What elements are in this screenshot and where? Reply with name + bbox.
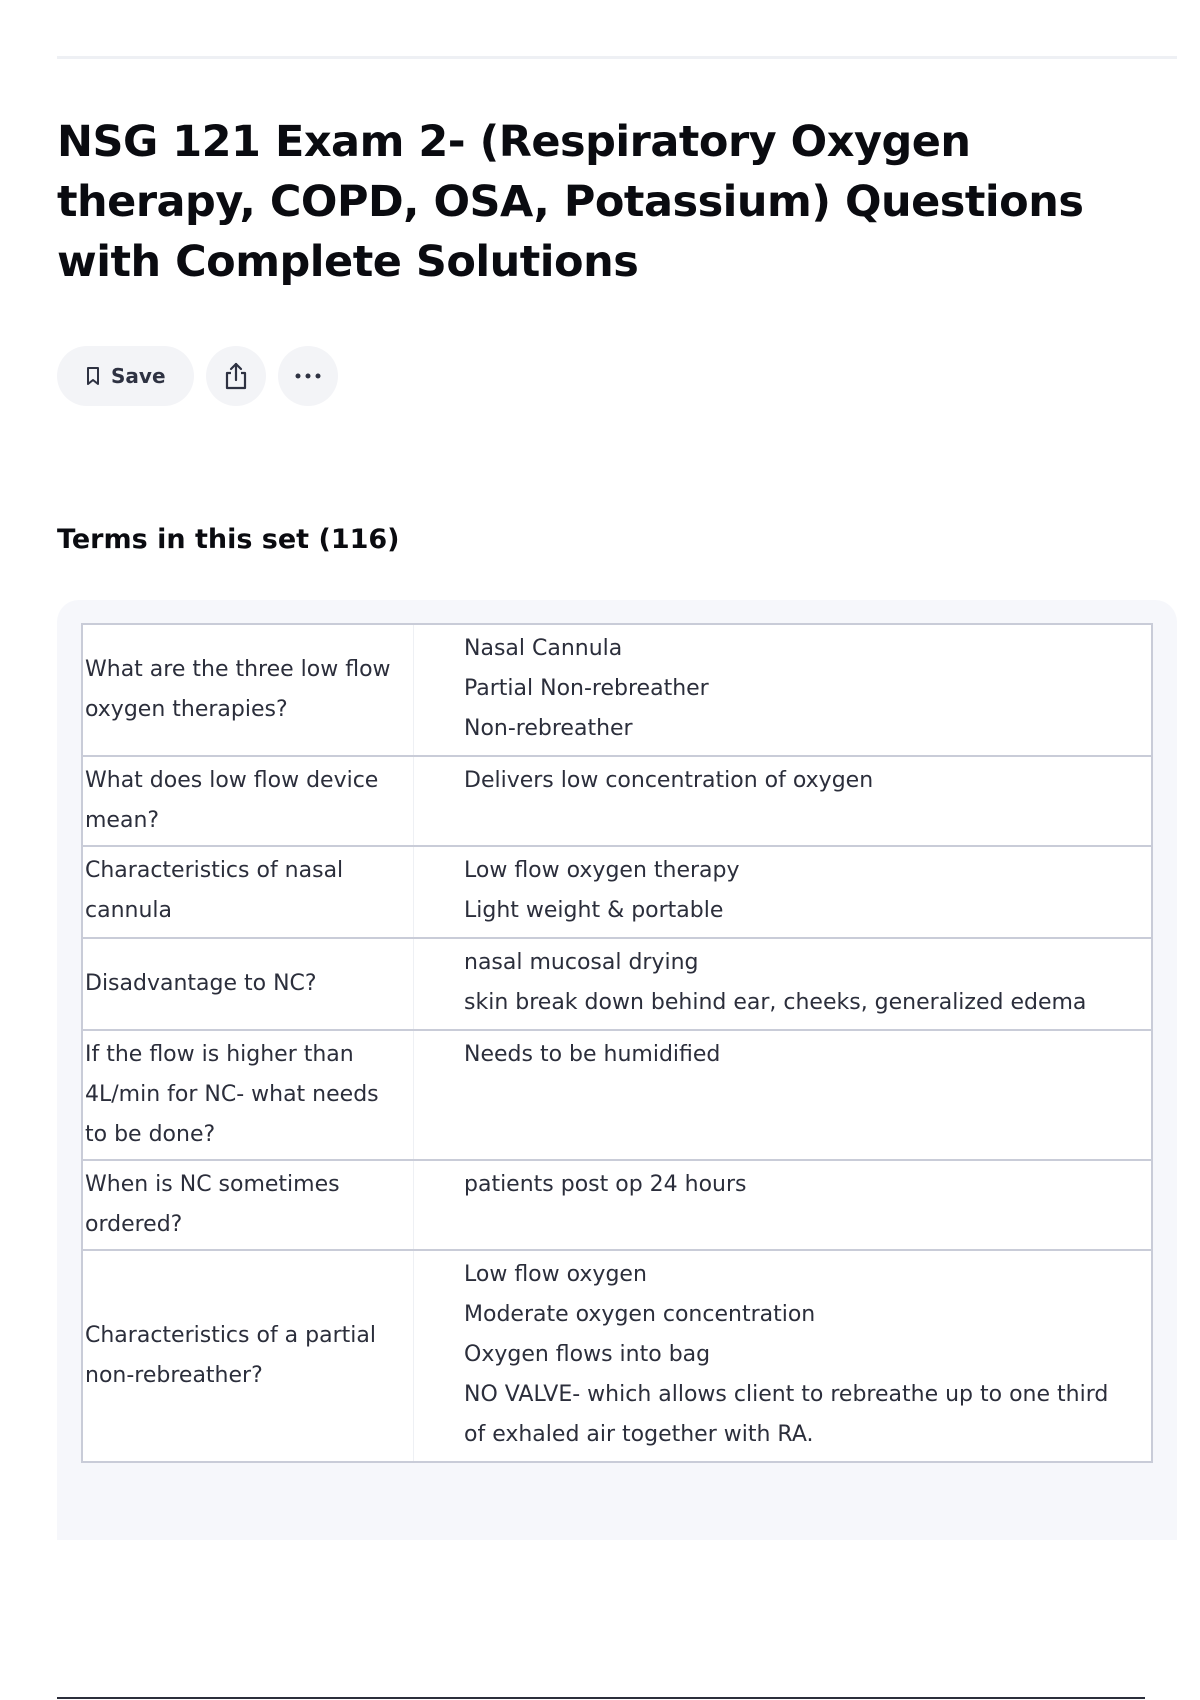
definition-line: Partial Non-rebreather [464,676,709,701]
more-icon [293,372,323,380]
term-cell: What does low flow device mean? [82,756,414,846]
more-options-button[interactable] [278,346,338,406]
term-cell: If the flow is higher than 4L/min for NC- what needs to be done? [82,1030,414,1160]
table-row [82,846,1152,938]
definition-line: NO VALVE- which allows client to rebreathe up to one third of exhaled air together with RA. [464,1382,1109,1447]
bottom-divider [57,1697,1145,1699]
table-row [82,756,1152,846]
definition-line: nasal mucosal drying [464,950,699,975]
definition-line: skin break down behind ear, cheeks, generalized edema [464,990,1087,1015]
term-cell: Disadvantage to NC? [82,938,414,1030]
definition-cell [414,846,1153,938]
definition-line: Needs to be humidified [464,1042,721,1067]
definition-line: Delivers low concentration of oxygen [464,768,874,793]
definition-line: Light weight & portable [464,898,724,923]
definition-line: Non-rebreather [464,716,633,741]
definition-line: Oxygen flows into bag [464,1342,711,1367]
share-button[interactable] [206,346,266,406]
definition-cell [414,938,1153,1030]
definition-cell [414,1160,1153,1250]
table-row [82,1030,1152,1160]
definition-cell [414,1250,1153,1462]
bookmark-icon [85,366,101,386]
term-cell: Characteristics of nasal cannula [82,846,414,938]
definition-cell [414,624,1153,756]
definition-line: Low flow oxygen [464,1262,647,1287]
term-cell: What are the three low flow oxygen therapies? [82,624,414,756]
term-cell: When is NC sometimes ordered? [82,1160,414,1250]
top-divider [57,56,1177,59]
save-label: Save [111,364,166,388]
definition-line: Low flow oxygen therapy [464,858,740,883]
table-row [82,1250,1152,1462]
save-button[interactable] [57,346,194,406]
table-row [82,624,1152,756]
page-title: NSG 121 Exam 2- (Respiratory Oxygen therapy, COPD, OSA, Potassium) Questions with Complete Solutions [57,117,1084,287]
definition-cell [414,756,1153,846]
terms-table [81,623,1153,1463]
share-icon [223,361,249,391]
definition-line: patients post op 24 hours [464,1172,747,1197]
action-bar [57,346,338,406]
definition-line: Moderate oxygen concentration [464,1302,816,1327]
term-cell: Characteristics of a partial non-rebreather? [82,1250,414,1462]
definition-cell [414,1030,1153,1160]
table-row [82,938,1152,1030]
table-row [82,1160,1152,1250]
terms-heading: Terms in this set (116) [57,524,400,555]
definition-line: Nasal Cannula [464,636,623,661]
